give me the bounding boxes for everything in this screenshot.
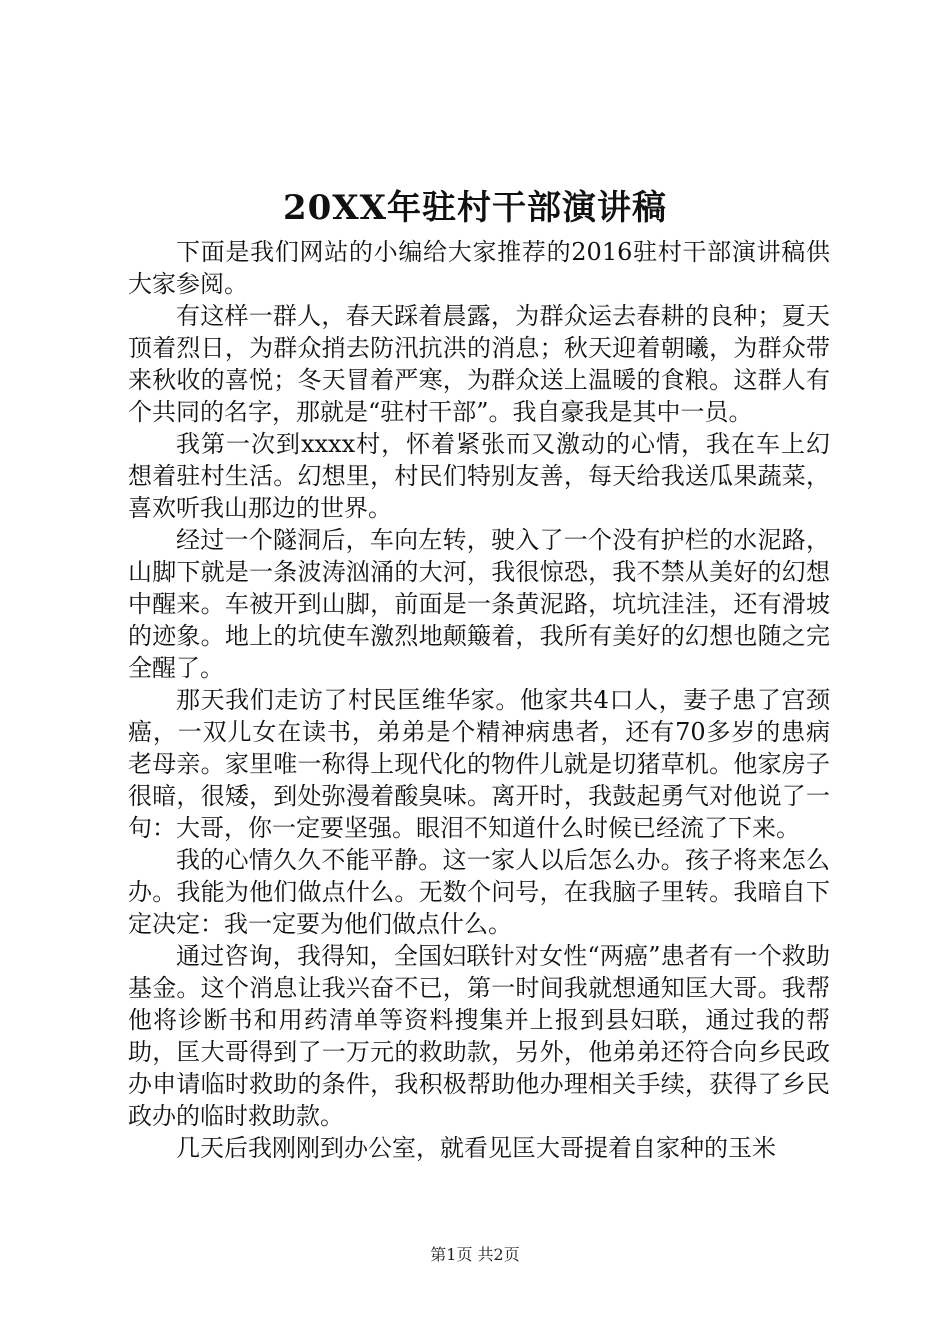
- document-title: 20XX年驻村干部演讲稿: [282, 188, 668, 228]
- paragraph: 通过咨询，我得知，全国妇联针对女性“两癌”患者有一个救助基金。这个消息让我兴奋不已，第一时间我就想通知匡大哥。我帮他将诊断书和用药清单等资料搜集并上报到县妇联，通过我的帮助，匡大哥得到了一万元的救助款，另外，他弟弟还符合向乡民政办申请临时救助的条件，我积极帮助他办理相关手续，获得了乡民政办的临时救助款。: [128, 942, 830, 1130]
- paragraph: 有这样一群人，春天踩着晨露，为群众运去春耕的良种；夏天顶着烈日，为群众捎去防汛抗洪的消息；秋天迎着朝曦，为群众带来秋收的喜悦；冬天冒着严寒，为群众送上温暖的食粮。这群人有个共同的名字，那就是“驻村干部”。我自豪我是其中一员。: [128, 302, 830, 426]
- paragraph: 经过一个隧洞后，车向左转，驶入了一个没有护栏的水泥路，山脚下就是一条波涛汹涌的大河，我很惊恐，我不禁从美好的幻想中醒来。车被开到山脚，前面是一条黄泥路，坑坑洼洼，还有滑坡的迹象。地上的坑使车激烈地颠簸着，我所有美好的幻想也随之完全醒了。: [128, 526, 830, 682]
- paragraph: 我第一次到xxxx村，怀着紧张而又激动的心情，我在车上幻想着驻村生活。幻想里，村民们特别友善，每天给我送瓜果蔬菜，喜欢听我山那边的世界。: [128, 430, 830, 522]
- paragraph: 我的心情久久不能平静。这一家人以后怎么办。孩子将来怎么办。我能为他们做点什么。无数个问号，在我脑子里转。我暗自下定决定：我一定要为他们做点什么。: [128, 846, 830, 938]
- paragraph: 几天后我刚刚到办公室，就看见匡大哥提着自家种的玉米: [176, 1134, 776, 1162]
- document-body: [128, 236, 830, 1164]
- paragraph: 下面是我们网站的小编给大家推荐的2016驻村干部演讲稿供大家参阅。: [128, 238, 830, 298]
- page-footer: 第1页 共2页: [430, 1245, 520, 1264]
- paragraph: 那天我们走访了村民匡维华家。他家共4口人，妻子患了宫颈癌，一双儿女在读书，弟弟是个精神病患者，还有70多岁的患病老母亲。家里唯一称得上现代化的物件儿就是切猪草机。他家房子很暗，很矮，到处弥漫着酸臭味。离开时，我鼓起勇气对他说了一句：大哥，你一定要坚强。眼泪不知道什么时候已经流了下来。: [128, 686, 830, 842]
